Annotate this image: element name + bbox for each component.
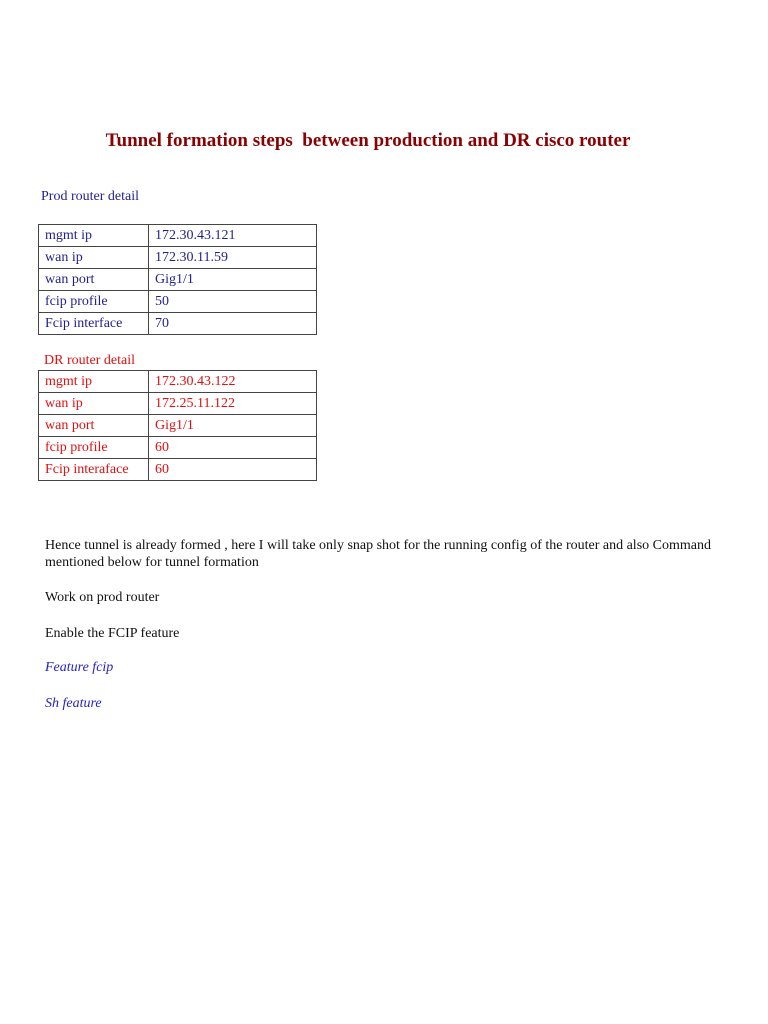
command-feature-fcip: Feature fcip <box>45 660 114 675</box>
prod-value-fcip-profile: 50 <box>149 291 317 313</box>
table-row <box>39 393 317 415</box>
dr-key-wan-port: wan port <box>39 415 149 437</box>
dr-key-wan-ip: wan ip <box>39 393 149 415</box>
prod-key-wan-port: wan port <box>39 269 149 291</box>
prod-router-label: Prod router detail <box>41 189 139 204</box>
command-sh-feature: Sh feature <box>45 696 102 711</box>
table-row <box>39 371 317 393</box>
dr-value-mgmt-ip: 172.30.43.122 <box>149 371 317 393</box>
dr-key-fcip-profile: fcip profile <box>39 437 149 459</box>
prod-key-wan-ip: wan ip <box>39 247 149 269</box>
table-row <box>39 269 317 291</box>
dr-value-fcip-profile: 60 <box>149 437 317 459</box>
page-title: Tunnel formation steps between production and DR cisco router <box>105 130 631 151</box>
prod-key-fcip-interface: Fcip interface <box>39 313 149 335</box>
work-on-prod-text: Work on prod router <box>45 590 160 605</box>
dr-key-fcip-interface: Fcip interaface <box>39 459 149 481</box>
dr-value-fcip-interface: 60 <box>149 459 317 481</box>
table-row <box>39 437 317 459</box>
dr-value-wan-port: Gig1/1 <box>149 415 317 437</box>
table-row <box>39 291 317 313</box>
enable-fcip-text: Enable the FCIP feature <box>45 626 180 641</box>
dr-value-wan-ip: 172.25.11.122 <box>149 393 317 415</box>
prod-value-fcip-interface: 70 <box>149 313 317 335</box>
table-row <box>39 459 317 481</box>
table-row <box>39 225 317 247</box>
dr-key-mgmt-ip: mgmt ip <box>39 371 149 393</box>
prod-value-wan-ip: 172.30.11.59 <box>149 247 317 269</box>
dr-router-table <box>38 370 317 481</box>
prod-value-wan-port: Gig1/1 <box>149 269 317 291</box>
prod-value-mgmt-ip: 172.30.43.121 <box>149 225 317 247</box>
table-row <box>39 415 317 437</box>
prod-key-mgmt-ip: mgmt ip <box>39 225 149 247</box>
table-row <box>39 247 317 269</box>
intro-paragraph: Hence tunnel is already formed , here I will take only snap shot for the running config of the router and also Command mentioned below for tunnel formation <box>45 538 711 570</box>
dr-router-label: DR router detail <box>44 353 135 368</box>
prod-key-fcip-profile: fcip profile <box>39 291 149 313</box>
table-row <box>39 313 317 335</box>
prod-router-table <box>38 224 317 335</box>
